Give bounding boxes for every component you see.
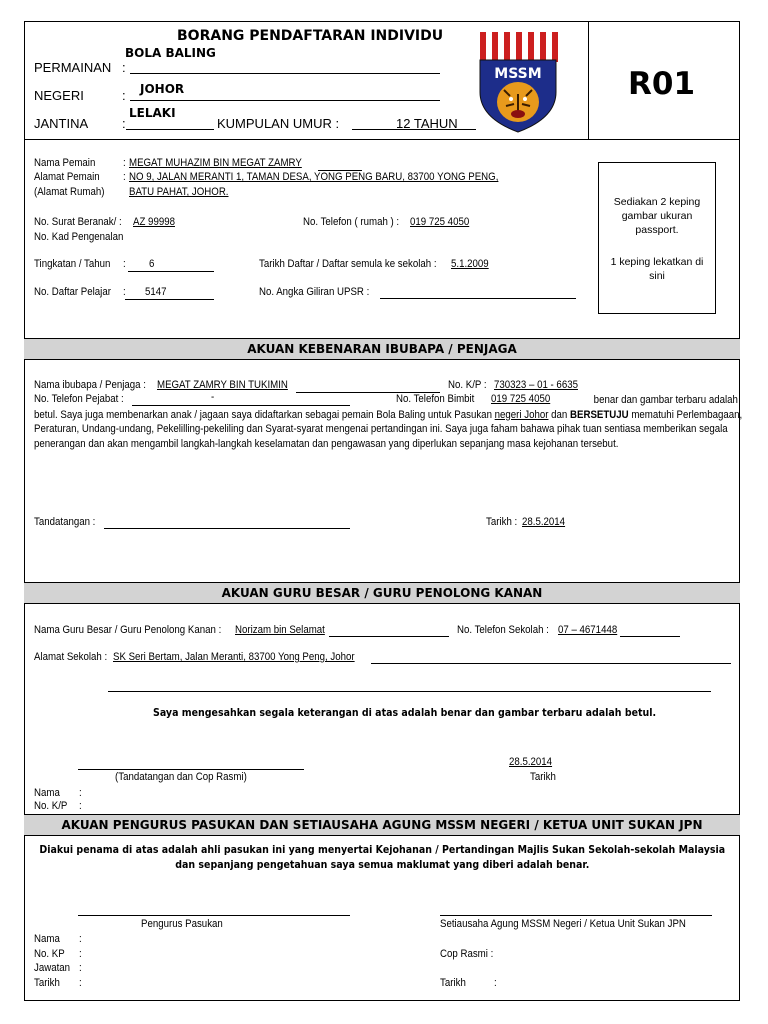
jantina-label: JANTINA: [34, 116, 89, 131]
parent-declaration: [34, 393, 751, 451]
jantina-value: LELAKI: [129, 106, 176, 120]
headmaster-confirm: Saya mengesahkan segala keterangan di atas adalah benar dan gambar terbaru adalah betul.: [153, 706, 657, 719]
headmaster-tarikh-label: Tarikh: [530, 771, 556, 783]
manager-statement-1: Diakui penama di atas adalah ahli pasukan ini yang menyertai Kejohanan / Pertandingan Majlis Sukan Sekolah-sekolah Malaysia: [39, 843, 726, 856]
declaration-start: benar dan gambar terbaru adalah betul. Saya juga membenarkan anak / jagaan saya didaftarkan sebagai pemain Bola Baling untuk Pasukan: [34, 394, 738, 421]
photo-instruction-2: 1 keping lekatkan di sini: [610, 256, 704, 282]
headmaster-signature-line: [78, 769, 304, 770]
telefon-sekolah-value: 07 – 4671448: [558, 624, 618, 636]
manager-statement-2: dan sepanjang pengetahuan saya semua maklumat yang diberi adalah benar.: [175, 858, 590, 871]
logo-stripe: [552, 32, 558, 62]
alamat-pemain-value-1: NO 9, JALAN MERANTI 1, TAMAN DESA, YONG PENG BARU, 83700 YONG PENG,: [129, 171, 499, 183]
permainan-underline: [130, 73, 440, 74]
daftar-pelajar-label: No. Daftar Pelajar: [34, 286, 111, 298]
telefon-bimbit-label: No. Telefon Bimbit: [396, 393, 475, 405]
parent-tandatangan-label: Tandatangan :: [34, 516, 96, 528]
pengurus-label: Pengurus Pasukan: [141, 918, 223, 930]
kumpulan-label: KUMPULAN UMUR :: [217, 116, 340, 131]
logo-stripe: [522, 32, 528, 62]
declaration-end: mematuhi Perlembagaan, Peraturan, Undang-undang, Pekelilling-pekeliling dan Syarat-syarat mengenai pertandingan ini. Saya juga faham bahawa pihak tuan sentiasa memberikan segala penerangan dan akan mengambil langkah-langkah keselamatan dan pengawasan yang diperlukan sepanjang masa kejohanan tersebut.: [34, 408, 743, 450]
manager-tarikh-label: Tarikh: [34, 977, 60, 989]
telefon-bimbit-value: 019 725 4050: [491, 393, 551, 405]
alamat-sekolah-underline-2: [108, 691, 711, 692]
logo-text: MSSM: [494, 66, 542, 82]
logo-stripe: [492, 32, 498, 62]
upsr-underline: [380, 298, 576, 299]
kumpulan-underline: [352, 129, 476, 130]
pengurus-signature-line: [78, 915, 350, 916]
photo-instruction-1: Sediakan 2 keping gambar ukuran passport.: [613, 196, 701, 236]
headmaster-kp-label: No. K/P: [34, 800, 68, 809]
guru-besar-underline: [329, 636, 449, 637]
daftar-pelajar-underline: [125, 299, 214, 300]
headmaster-section-header: AKUAN GURU BESAR / GURU PENOLONG KANAN: [24, 582, 740, 604]
negeri-underline: [130, 100, 440, 101]
manager-kp-label: No. KP: [34, 948, 65, 960]
manager-kp-colon: :: [79, 948, 82, 960]
parent-kp-label: No. K/P :: [448, 379, 487, 391]
alamat-pemain-label: Alamat Pemain: [34, 171, 100, 183]
logo-stripe: [546, 32, 552, 62]
setiausaha-tarikh-label: Tarikh: [440, 977, 466, 989]
headmaster-tarikh-value: 28.5.2014: [509, 756, 553, 768]
alamat-sekolah-label: Alamat Sekolah :: [34, 651, 108, 663]
negeri-value: JOHOR: [140, 82, 185, 96]
parent-nama-value: MEGAT ZAMRY BIN TUKIMIN: [157, 379, 288, 391]
nama-pemain-value: MEGAT MUHAZIM BIN MEGAT ZAMRY: [129, 157, 302, 169]
alamat-pemain-value-2: BATU PAHAT, JOHOR.: [129, 186, 229, 198]
permainan-value: BOLA BALING: [125, 46, 216, 60]
headmaster-signature-label: (Tandatangan dan Cop Rasmi): [115, 771, 247, 783]
cop-rasmi-label: Cop Rasmi :: [440, 948, 494, 960]
telefon-rumah-value: 019 725 4050: [410, 216, 470, 228]
manager-nama-label: Nama: [34, 933, 60, 945]
tingkatan-colon: :: [123, 258, 126, 270]
tingkatan-label: Tingkatan / Tahun: [34, 258, 111, 270]
tingkatan-underline: [128, 271, 214, 272]
surat-beranak-value: AZ 99998: [133, 216, 175, 228]
form-title: BORANG PENDAFTARAN INDIVIDU: [177, 28, 444, 44]
kumpulan-value: 12 TAHUN: [396, 116, 458, 131]
negeri-colon: :: [122, 88, 126, 103]
daftar-pelajar-value: 5147: [145, 286, 167, 298]
header-divider-v: [588, 21, 589, 139]
setiausaha-label: Setiausaha Agung MSSM Negeri / Ketua Unit Sukan JPN: [440, 918, 686, 930]
alamat-sekolah-value: SK Seri Bertam, Jalan Meranti, 83700 Yong Peng, Johor: [113, 651, 355, 663]
declaration-team: negeri Johor: [494, 408, 549, 421]
daftar-pelajar-colon: :: [123, 286, 126, 298]
passport-photo-box: [598, 162, 716, 314]
logo-stripe: [528, 32, 534, 62]
logo-stripe: [480, 32, 486, 62]
logo-stripe: [534, 32, 540, 62]
manager-jawatan-colon: :: [79, 962, 82, 974]
manager-jawatan-label: Jawatan: [34, 962, 71, 974]
tingkatan-value: 6: [149, 258, 155, 270]
tarikh-daftar-label: Tarikh Daftar / Daftar semula ke sekolah :: [259, 258, 437, 270]
upsr-label: No. Angka Giliran UPSR :: [259, 286, 370, 298]
telefon-pejabat-label: No. Telefon Pejabat :: [34, 393, 124, 405]
negeri-label: NEGERI: [34, 88, 84, 103]
manager-tarikh-colon: :: [79, 977, 82, 989]
alamat-sekolah-underline: [371, 663, 731, 664]
header-bottom-rule: [24, 139, 740, 140]
logo-stripe: [540, 32, 546, 62]
declaration-bold: BERSETUJU: [570, 408, 629, 421]
headmaster-nama-label: Nama: [34, 787, 60, 799]
parent-nama-label: Nama ibubapa / Penjaga :: [34, 379, 146, 391]
setiausaha-tarikh-colon: :: [494, 977, 497, 989]
headmaster-kp-colon: :: [79, 800, 82, 809]
logo-stripe: [510, 32, 516, 62]
nama-pemain-label: Nama Pemain: [34, 157, 96, 169]
form-code: R01: [628, 66, 696, 102]
headmaster-nama-colon: :: [79, 787, 82, 799]
parent-tarikh-label: Tarikh :: [486, 516, 518, 528]
guru-besar-label: Nama Guru Besar / Guru Penolong Kanan :: [34, 624, 222, 636]
logo-stripe: [486, 32, 492, 62]
parent-tandatangan-line: [104, 528, 350, 529]
manager-section-header: AKUAN PENGURUS PASUKAN DAN SETIAUSAHA AGUNG MSSM NEGERI / KETUA UNIT SUKAN JPN: [24, 814, 740, 836]
manager-nama-colon: :: [79, 933, 82, 945]
mssm-logo: [476, 30, 560, 134]
tarikh-daftar-value: 5.1.2009: [451, 258, 489, 270]
logo-stripe: [498, 32, 504, 62]
logo-stripe: [516, 32, 522, 62]
telefon-sekolah-label: No. Telefon Sekolah :: [457, 624, 549, 636]
parent-kp-value: 730323 – 01 - 6635: [494, 379, 578, 391]
jantina-colon: :: [122, 116, 126, 131]
telefon-sekolah-underline: [620, 636, 680, 637]
declaration-dan: dan: [551, 408, 568, 421]
telefon-rumah-label: No. Telefon ( rumah ) :: [303, 216, 400, 228]
guru-besar-value: Norizam bin Selamat: [235, 624, 325, 636]
alamat-rumah-label: (Alamat Rumah): [34, 186, 105, 198]
logo-stripe: [504, 32, 510, 62]
permainan-label: PERMAINAN: [34, 60, 112, 75]
telefon-pejabat-value: -: [211, 391, 215, 403]
headmaster-kp-clip: [34, 800, 94, 809]
jantina-underline: [126, 129, 214, 130]
parent-tarikh-value: 28.5.2014: [522, 516, 566, 528]
parent-section-header: AKUAN KEBENARAN IBUBAPA / PENJAGA: [24, 338, 740, 360]
nama-pemain-colon: :: [123, 157, 126, 169]
surat-beranak-label: No. Surat Beranak/ :: [34, 216, 122, 228]
alamat-pemain-colon: :: [123, 171, 126, 183]
setiausaha-signature-line: [440, 915, 712, 916]
kad-pengenalan-label: No. Kad Pengenalan: [34, 231, 124, 243]
permainan-colon: :: [122, 60, 126, 75]
